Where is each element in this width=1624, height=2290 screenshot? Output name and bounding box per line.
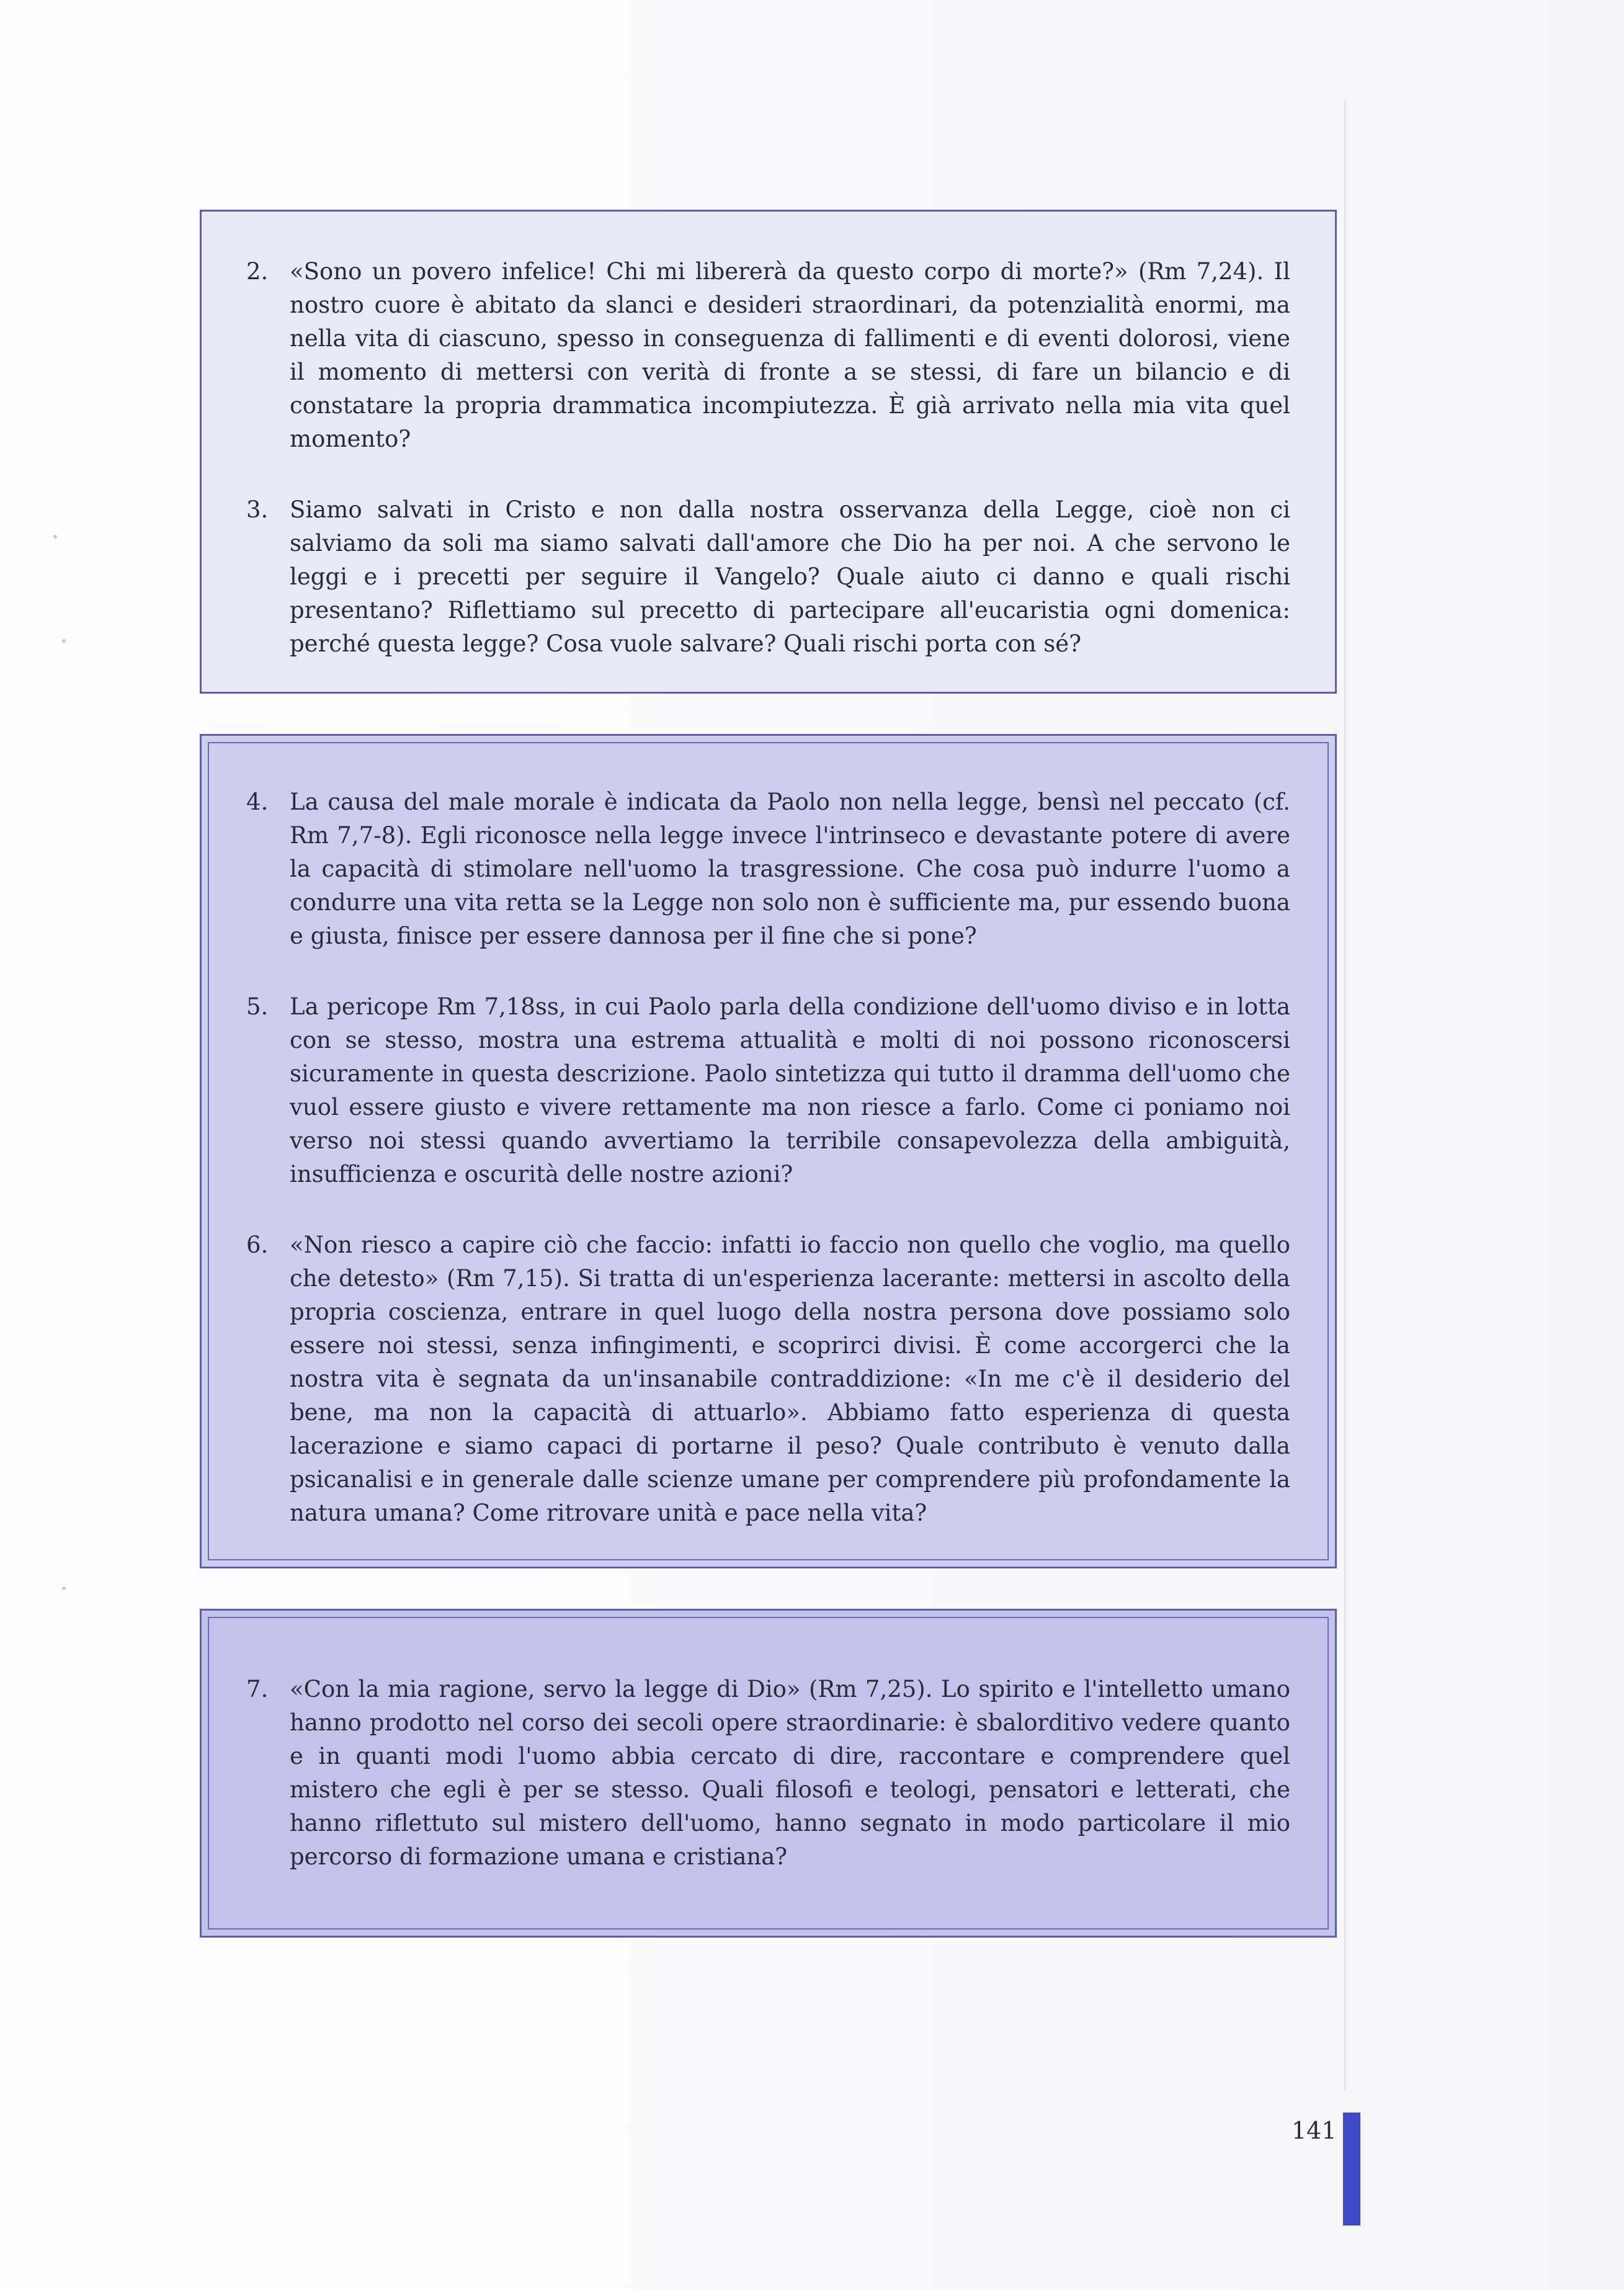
question-box-3 bbox=[200, 1609, 1337, 1938]
question-box-2 bbox=[200, 734, 1337, 1568]
question-item-6 bbox=[246, 1228, 1290, 1530]
question-number: 5. bbox=[246, 993, 269, 1020]
question-number: 4. bbox=[246, 789, 269, 815]
question-text: «Con la mia ragione, servo la legge di Dio» (Rm 7,25). Lo spirito e l'intelletto umano hanno prodotto nel corso dei secoli opere straordinarie: è sbalorditivo vedere quanto e in quanti modi l'uomo abbia cercato di dire, raccontare e comprendere quel mistero che egli è per se stesso. Quali filosofi e teologi, pensatori e letterati, che hanno riflettuto sul mistero dell'uomo, hanno segnato in modo particolare il mio percorso di formazione umana e cristiana? bbox=[290, 1676, 1290, 1870]
page-tab-marker bbox=[1343, 2113, 1360, 2225]
question-number: 2. bbox=[246, 258, 269, 285]
question-number: 3. bbox=[246, 496, 269, 523]
question-item-4 bbox=[246, 785, 1290, 953]
question-number: 6. bbox=[246, 1232, 269, 1258]
question-text: Siamo salvati in Cristo e non dalla nostra osservanza della Legge, cioè non ci salviamo da soli ma siamo salvati dall'amore che Dio ha per noi. A che servono le leggi e i precetti per seguire il Vangelo? Quale aiuto ci danno e quali rischi presentano? Riflettiamo sul precetto di partecipare all'eucaristia ogni domenica: perché questa legge? Cosa vuole salvare? Quali rischi porta con sé? bbox=[290, 496, 1290, 657]
bleed-dot bbox=[62, 639, 66, 643]
bleed-dot bbox=[53, 535, 57, 539]
question-number: 7. bbox=[246, 1676, 269, 1702]
question-text: «Non riesco a capire ciò che faccio: infatti io faccio non quello che voglio, ma quello che detesto» (Rm 7,15). Si tratta di un'esperienza lacerante: mettersi in ascolto della propria coscienza, entrare in quel luogo della nostra persona dove possiamo solo essere noi stessi, senza infingimenti, e scoprirci divisi. È come accorgerci che la nostra vita è segnata da un'insanabile contraddizione: «In me c'è il desiderio del bene, ma non la capacità di attuarlo». Abbiamo fatto esperienza di questa lacerazione e siamo capaci di portarne il peso? Quale contributo è venuto dalla psicanalisi e in generale dalle scienze umane per comprendere più profondamente la natura umana? Come ritrovare unità e pace nella vita? bbox=[290, 1232, 1290, 1526]
page-number: 141 bbox=[1292, 2117, 1337, 2144]
question-item-5 bbox=[246, 990, 1290, 1191]
question-text: La pericope Rm 7,18ss, in cui Paolo parla della condizione dell'uomo diviso e in lotta con se stesso, mostra una estrema attualità e molti di noi possono riconoscersi sicuramente in questa descrizione. Paolo sintetizza qui tutto il dramma dell'uomo che vuol essere giusto e vivere rettamente ma non riesce a farlo. Come ci poniamo noi verso noi stessi quando avvertiamo la terribile consapevolezza della ambiguità, insufficienza e oscurità delle nostre azioni? bbox=[290, 993, 1290, 1187]
question-text: «Sono un povero infelice! Chi mi libererà da questo corpo di morte?» (Rm 7,24). Il nostro cuore è abitato da slanci e desideri straordinari, da potenzialità enormi, ma nella vita di ciascuno, spesso in conseguenza di fallimenti e di eventi dolorosi, viene il momento di mettersi con verità di fronte a se stessi, di fare un bilancio e di constatare la propria drammatica incompiutezza. È già arrivato nella mia vita quel momento? bbox=[290, 258, 1290, 452]
question-item-2 bbox=[246, 255, 1290, 456]
margin-rule bbox=[1344, 99, 1346, 2091]
question-box-1 bbox=[200, 210, 1337, 694]
question-item-3 bbox=[246, 493, 1290, 661]
question-item-7 bbox=[246, 1673, 1290, 1874]
bleed-dot bbox=[62, 1586, 66, 1590]
question-text: La causa del male morale è indicata da Paolo non nella legge, bensì nel peccato (cf. Rm 7,7-8). Egli riconosce nella legge invece l'intrinseco e devastante potere di avere la capacità di stimolare nell'uomo la trasgressione. Che cosa può indurre l'uomo a condurre una vita retta se la Legge non solo non è sufficiente ma, pur essendo buona e giusta, finisce per essere dannosa per il fine che si pone? bbox=[290, 789, 1290, 949]
